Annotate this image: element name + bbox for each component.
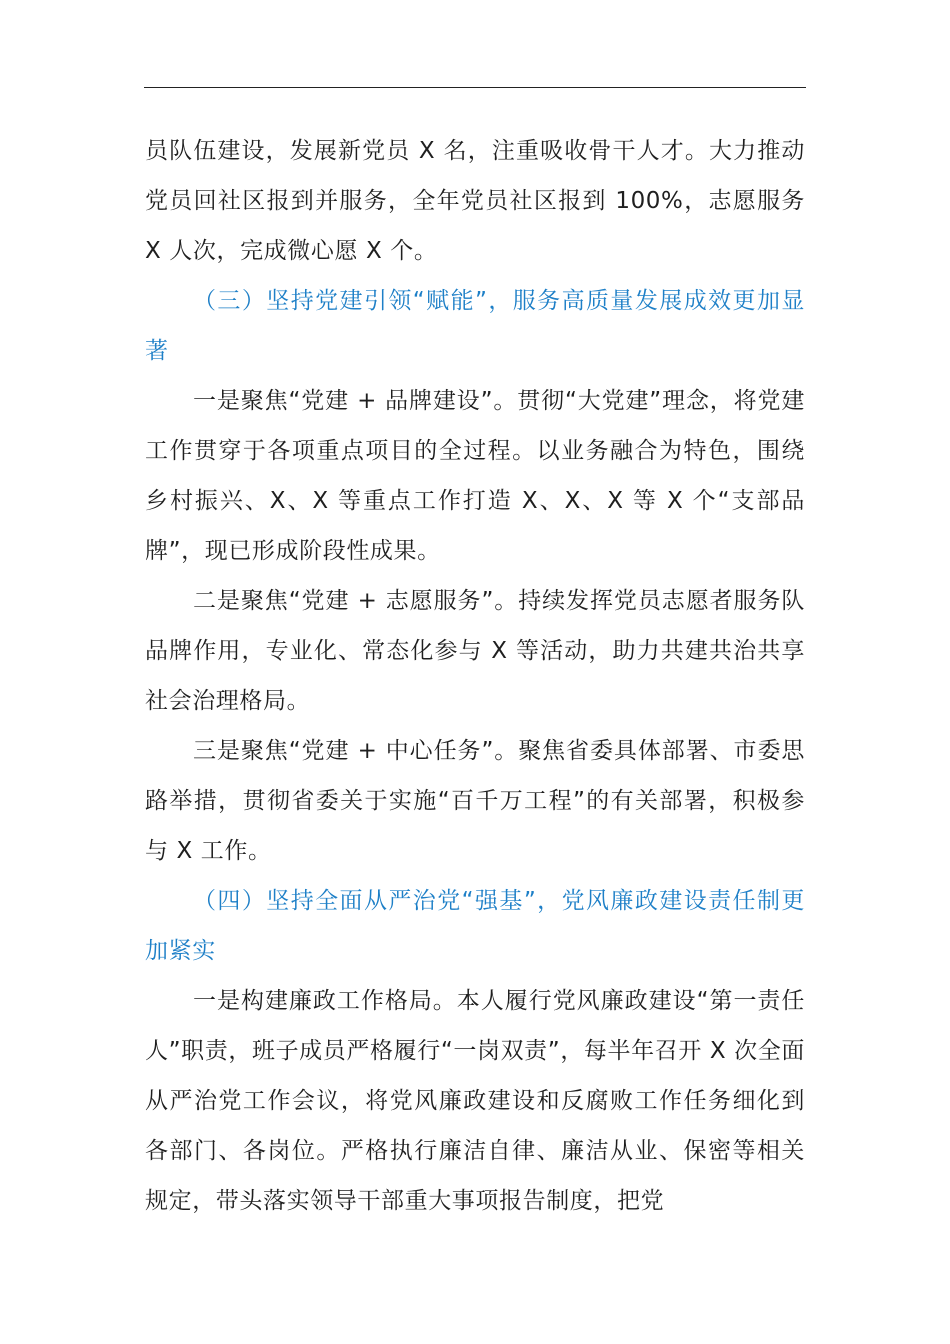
document-body	[145, 126, 805, 1226]
body-paragraph: 一是聚焦“党建 + 品牌建设”。贯彻“大党建”理念，将党建工作贯穿于各项重点项目的全过程。以业务融合为特色，围绕乡村振兴、X、X 等重点工作打造 X、X、X 等 X 个“支部品牌”，现已形成阶段性成果。	[145, 388, 805, 564]
body-paragraph: 一是构建廉政工作格局。本人履行党风廉政建设“第一责任人”职责，班子成员严格履行“一岗双责”，每半年召开 X 次全面从严治党工作会议，将党风廉政建设和反腐败工作任务细化到各部门、各岗位。严格执行廉洁自律、廉洁从业、保密等相关规定，带头落实领导干部重大事项报告制度，把党	[145, 988, 805, 1214]
section-heading: （四）坚持全面从严治党“强基”，党风廉政建设责任制更加紧实	[145, 888, 805, 964]
header-rule	[144, 87, 806, 88]
body-paragraph: 三是聚焦“党建 + 中心任务”。聚焦省委具体部署、市委思路举措，贯彻省委关于实施“百千万工程”的有关部署，积极参与 X 工作。	[145, 738, 805, 864]
body-paragraph: 员队伍建设，发展新党员 X 名，注重吸收骨干人才。大力推动党员回社区报到并服务，全年党员社区报到 100%，志愿服务 X 人次，完成微心愿 X 个。	[145, 138, 805, 264]
section-heading: （三）坚持党建引领“赋能”，服务高质量发展成效更加显著	[145, 288, 805, 364]
body-paragraph: 二是聚焦“党建 + 志愿服务”。持续发挥党员志愿者服务队品牌作用，专业化、常态化参与 X 等活动，助力共建共治共享社会治理格局。	[145, 588, 805, 714]
